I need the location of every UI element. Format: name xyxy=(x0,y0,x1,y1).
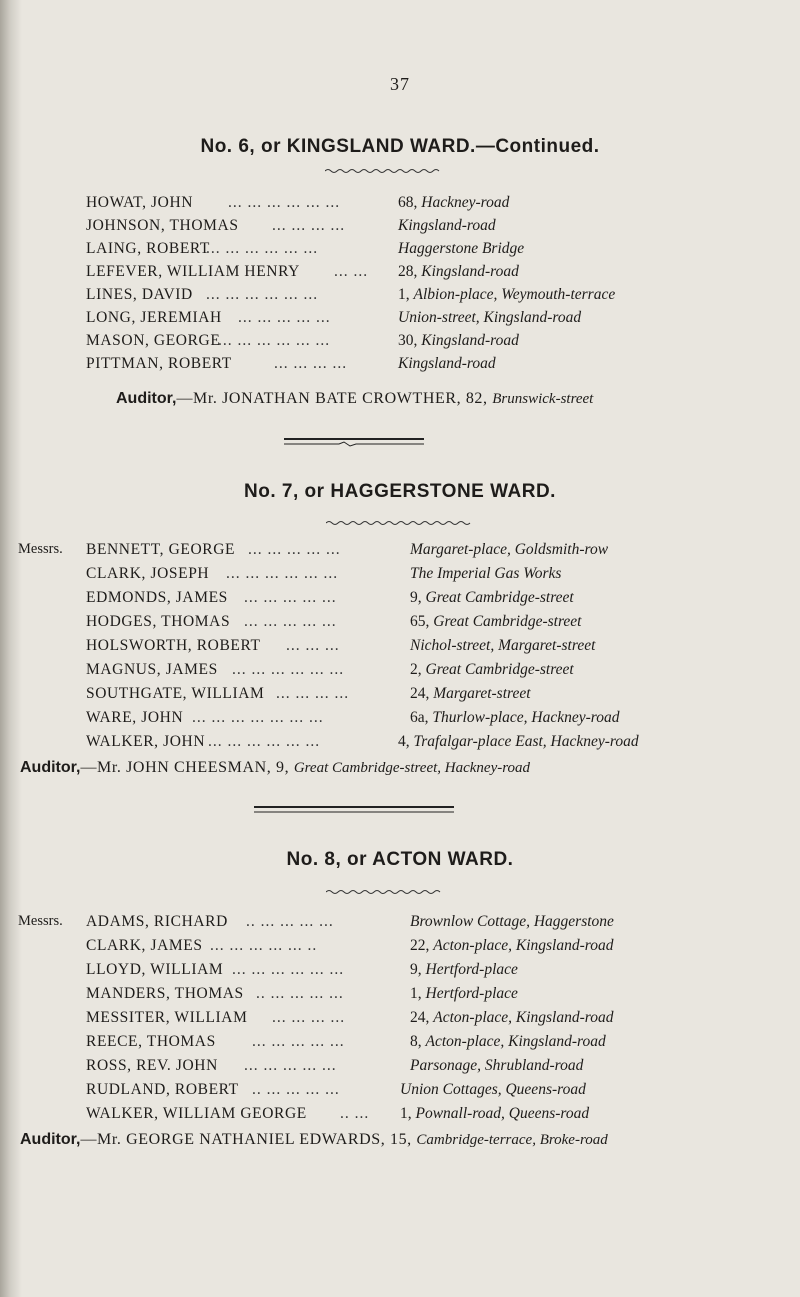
member-row xyxy=(0,709,800,729)
member-row xyxy=(0,589,800,609)
member-name: PITTMAN, ROBERT xyxy=(86,355,232,372)
address-number: 4, xyxy=(398,733,414,750)
member-row xyxy=(0,1081,800,1101)
member-row xyxy=(0,565,800,585)
member-name: MAGNUS, JAMES xyxy=(86,661,218,678)
member-row xyxy=(0,240,800,260)
member-name: ADAMS, RICHARD xyxy=(86,913,228,930)
leader-dots: ... ... ... ... ... ... xyxy=(206,286,319,303)
address-text: Great Cambridge-street xyxy=(433,613,582,630)
member-row xyxy=(0,637,800,657)
member-row xyxy=(0,985,800,1005)
member-name: REECE, THOMAS xyxy=(86,1033,216,1050)
auditor-line xyxy=(20,759,800,777)
member-row xyxy=(0,217,800,237)
row-prefix: Messrs. xyxy=(18,541,63,557)
address-text: Acton-place, Kingsland-road xyxy=(425,1033,606,1050)
address-text: Acton-place, Kingsland-road xyxy=(433,1009,614,1026)
address-number: 28, xyxy=(398,263,422,280)
auditor-label: Auditor, xyxy=(20,759,81,776)
member-name: LONG, JEREMIAH xyxy=(86,309,222,326)
member-name: WARE, JOHN xyxy=(86,709,184,726)
member-address xyxy=(410,709,620,727)
member-row xyxy=(0,613,800,633)
address-number: 9, xyxy=(410,589,426,606)
member-address xyxy=(410,565,561,583)
member-address xyxy=(410,937,613,955)
member-name: RUDLAND, ROBERT xyxy=(86,1081,239,1098)
leader-dots: .. ... ... ... ... xyxy=(252,1081,340,1098)
member-name: JOHNSON, THOMAS xyxy=(86,217,239,234)
member-address xyxy=(400,1081,586,1099)
section-heading-acton xyxy=(0,849,800,871)
address-text: Great Cambridge-street xyxy=(425,661,574,678)
decorative-squiggle xyxy=(326,889,442,895)
member-row xyxy=(0,355,800,375)
section-divider xyxy=(284,437,424,447)
member-row xyxy=(0,661,800,681)
address-number: 65, xyxy=(410,613,434,630)
heading-prefix: No. 6, or xyxy=(200,136,287,157)
member-row xyxy=(0,1105,800,1125)
address-number: 68, xyxy=(398,194,422,211)
member-address xyxy=(410,1033,606,1051)
address-text: Hertford-place xyxy=(425,961,518,978)
member-row xyxy=(0,541,800,561)
leader-dots: ... ... ... ... ... ... xyxy=(208,733,321,750)
auditor-label: Auditor, xyxy=(116,390,177,407)
heading-ward: ACTON WARD. xyxy=(372,849,514,870)
auditor-line xyxy=(116,390,800,408)
address-number: 30, xyxy=(398,332,422,349)
member-address xyxy=(410,661,574,679)
heading-suffix: —Continued. xyxy=(475,136,600,157)
member-address xyxy=(398,263,519,281)
leader-dots: ... ... ... ... ... xyxy=(244,613,337,630)
address-number: 6a, xyxy=(410,709,433,726)
member-address xyxy=(398,332,519,350)
address-number: 8, xyxy=(410,1033,426,1050)
leader-dots: ... ... ... ... xyxy=(272,217,346,234)
member-address xyxy=(398,286,615,304)
leader-dots: ... ... ... ... ... ... xyxy=(218,332,331,349)
member-row xyxy=(0,1009,800,1029)
section-heading-kingsland xyxy=(0,136,800,158)
auditor-name: —Mr. GEORGE NATHANIEL EDWARDS, 15, xyxy=(80,1131,417,1148)
auditor-name: —Mr. JONATHAN BATE CROWTHER, 82, xyxy=(176,390,493,407)
member-row xyxy=(0,685,800,705)
leader-dots: .. ... ... ... ... xyxy=(246,913,334,930)
member-name: MASON, GEORGE xyxy=(86,332,221,349)
heading-prefix: No. 8, or xyxy=(286,849,373,870)
heading-ward: HAGGERSTONE WARD. xyxy=(330,481,556,502)
page-number: 37 xyxy=(390,74,410,94)
address-number: 2, xyxy=(410,661,426,678)
address-text: Pownall-road, Queens-road xyxy=(415,1105,590,1122)
auditor-address: Great Cambridge-street, Hackney-road xyxy=(293,760,531,776)
address-text: Hackney-road xyxy=(421,194,510,211)
member-row xyxy=(0,309,800,329)
heading-prefix: No. 7, or xyxy=(244,481,331,502)
leader-dots: ... ... ... ... ... ... xyxy=(226,565,339,582)
member-name: HOLSWORTH, ROBERT xyxy=(86,637,261,654)
member-name: MESSITER, WILLIAM xyxy=(86,1009,248,1026)
address-number: 24, xyxy=(410,685,434,702)
member-name: MANDERS, THOMAS xyxy=(86,985,244,1002)
address-text: Margaret-place, Goldsmith-row xyxy=(410,541,609,558)
address-text: Kingsland-road xyxy=(421,263,519,280)
address-number: 1, xyxy=(398,286,414,303)
member-address xyxy=(398,355,496,373)
member-address xyxy=(410,541,608,559)
address-text: Trafalgar-place East, Hackney-road xyxy=(413,733,639,750)
address-number: 24, xyxy=(410,1009,434,1026)
decorative-squiggle xyxy=(325,168,441,174)
address-text: Margaret-street xyxy=(433,685,531,702)
member-address xyxy=(410,961,518,979)
leader-dots: ... ... ... ... ... ... xyxy=(228,194,341,211)
decorative-squiggle xyxy=(326,520,474,526)
auditor-name: —Mr. JOHN CHEESMAN, 9, xyxy=(80,759,294,776)
member-address xyxy=(410,1009,613,1027)
member-address xyxy=(410,637,595,655)
member-name: CLARK, JAMES xyxy=(86,937,203,954)
leader-dots: .. ... xyxy=(340,1105,370,1122)
member-row xyxy=(0,1057,800,1077)
address-text: Kingsland-road xyxy=(398,217,496,234)
member-address xyxy=(398,194,509,212)
leader-dots: ... ... ... ... xyxy=(276,685,350,702)
address-number: 1, xyxy=(410,985,426,1002)
section-divider xyxy=(254,805,454,815)
leader-dots: ... ... ... ... ... ... ... xyxy=(192,709,324,726)
member-address xyxy=(398,240,524,258)
leader-dots: ... ... ... ... xyxy=(274,355,348,372)
auditor-line xyxy=(20,1131,800,1149)
member-address xyxy=(410,685,531,703)
member-name: CLARK, JOSEPH xyxy=(86,565,210,582)
member-name: WALKER, WILLIAM GEORGE xyxy=(86,1105,307,1122)
address-text: Kingsland-road xyxy=(421,332,519,349)
address-text: Brownlow Cottage, Haggerstone xyxy=(410,913,614,930)
member-address xyxy=(398,733,639,751)
member-row xyxy=(0,263,800,283)
member-name: ROSS, REV. JOHN xyxy=(86,1057,218,1074)
member-address xyxy=(398,309,581,327)
address-text: Nichol-street, Margaret-street xyxy=(410,637,596,654)
leader-dots: ... ... xyxy=(334,263,369,280)
address-text: Thurlow-place, Hackney-road xyxy=(432,709,620,726)
member-address xyxy=(410,589,574,607)
member-name: SOUTHGATE, WILLIAM xyxy=(86,685,265,702)
member-address xyxy=(410,613,581,631)
member-name: BENNETT, GEORGE xyxy=(86,541,236,558)
member-row xyxy=(0,961,800,981)
leader-dots: ... ... ... ... ... ... xyxy=(232,661,345,678)
member-row xyxy=(0,937,800,957)
member-name: LINES, DAVID xyxy=(86,286,193,303)
member-address xyxy=(410,913,614,931)
leader-dots: ... ... ... ... ... ... xyxy=(232,961,345,978)
address-text: Haggerstone Bridge xyxy=(398,240,525,257)
member-address xyxy=(410,1057,583,1075)
member-name: LLOYD, WILLIAM xyxy=(86,961,224,978)
member-name: HODGES, THOMAS xyxy=(86,613,231,630)
address-text: Union Cottages, Queens-road xyxy=(400,1081,586,1098)
member-address xyxy=(400,1105,589,1123)
address-text: Parsonage, Shrubland-road xyxy=(410,1057,584,1074)
address-text: Kingsland-road xyxy=(398,355,496,372)
member-row xyxy=(0,286,800,306)
auditor-address: Cambridge-terrace, Broke-road xyxy=(416,1132,608,1148)
leader-dots: ... ... ... ... ... .. xyxy=(210,937,318,954)
leader-dots: ... ... ... ... ... xyxy=(248,541,341,558)
member-name: LEFEVER, WILLIAM HENRY xyxy=(86,263,300,280)
leader-dots: ... ... ... ... ... xyxy=(252,1033,345,1050)
member-address xyxy=(398,217,496,235)
member-name: LAING, ROBERT xyxy=(86,240,210,257)
member-name: WALKER, JOHN xyxy=(86,733,206,750)
leader-dots: ... ... ... ... ... ... xyxy=(206,240,319,257)
leader-dots: ... ... ... ... ... xyxy=(244,1057,337,1074)
address-text: Acton-place, Kingsland-road xyxy=(433,937,614,954)
leader-dots: ... ... ... ... xyxy=(272,1009,346,1026)
member-row xyxy=(0,733,800,753)
row-prefix: Messrs. xyxy=(18,913,63,929)
leader-dots: ... ... ... ... ... xyxy=(238,309,331,326)
member-row xyxy=(0,194,800,214)
address-text: Hertford-place xyxy=(425,985,518,1002)
section-heading-haggerstone xyxy=(0,481,800,503)
address-number: 9, xyxy=(410,961,426,978)
address-text: The Imperial Gas Works xyxy=(410,565,562,582)
member-name: EDMONDS, JAMES xyxy=(86,589,228,606)
leader-dots: ... ... ... ... ... xyxy=(244,589,337,606)
auditor-address: Brunswick-street xyxy=(492,391,594,407)
member-row xyxy=(0,1033,800,1053)
leader-dots: .. ... ... ... ... xyxy=(256,985,344,1002)
member-address xyxy=(410,985,518,1003)
leader-dots: ... ... ... xyxy=(286,637,340,654)
heading-ward: KINGSLAND WARD. xyxy=(286,136,476,157)
address-number: 22, xyxy=(410,937,434,954)
member-row xyxy=(0,332,800,352)
address-text: Great Cambridge-street xyxy=(425,589,574,606)
auditor-label: Auditor, xyxy=(20,1131,81,1148)
address-text: Union-street, Kingsland-road xyxy=(398,309,582,326)
member-row xyxy=(0,913,800,933)
address-text: Albion-place, Weymouth-terrace xyxy=(413,286,616,303)
member-name: HOWAT, JOHN xyxy=(86,194,194,211)
address-number: 1, xyxy=(400,1105,416,1122)
